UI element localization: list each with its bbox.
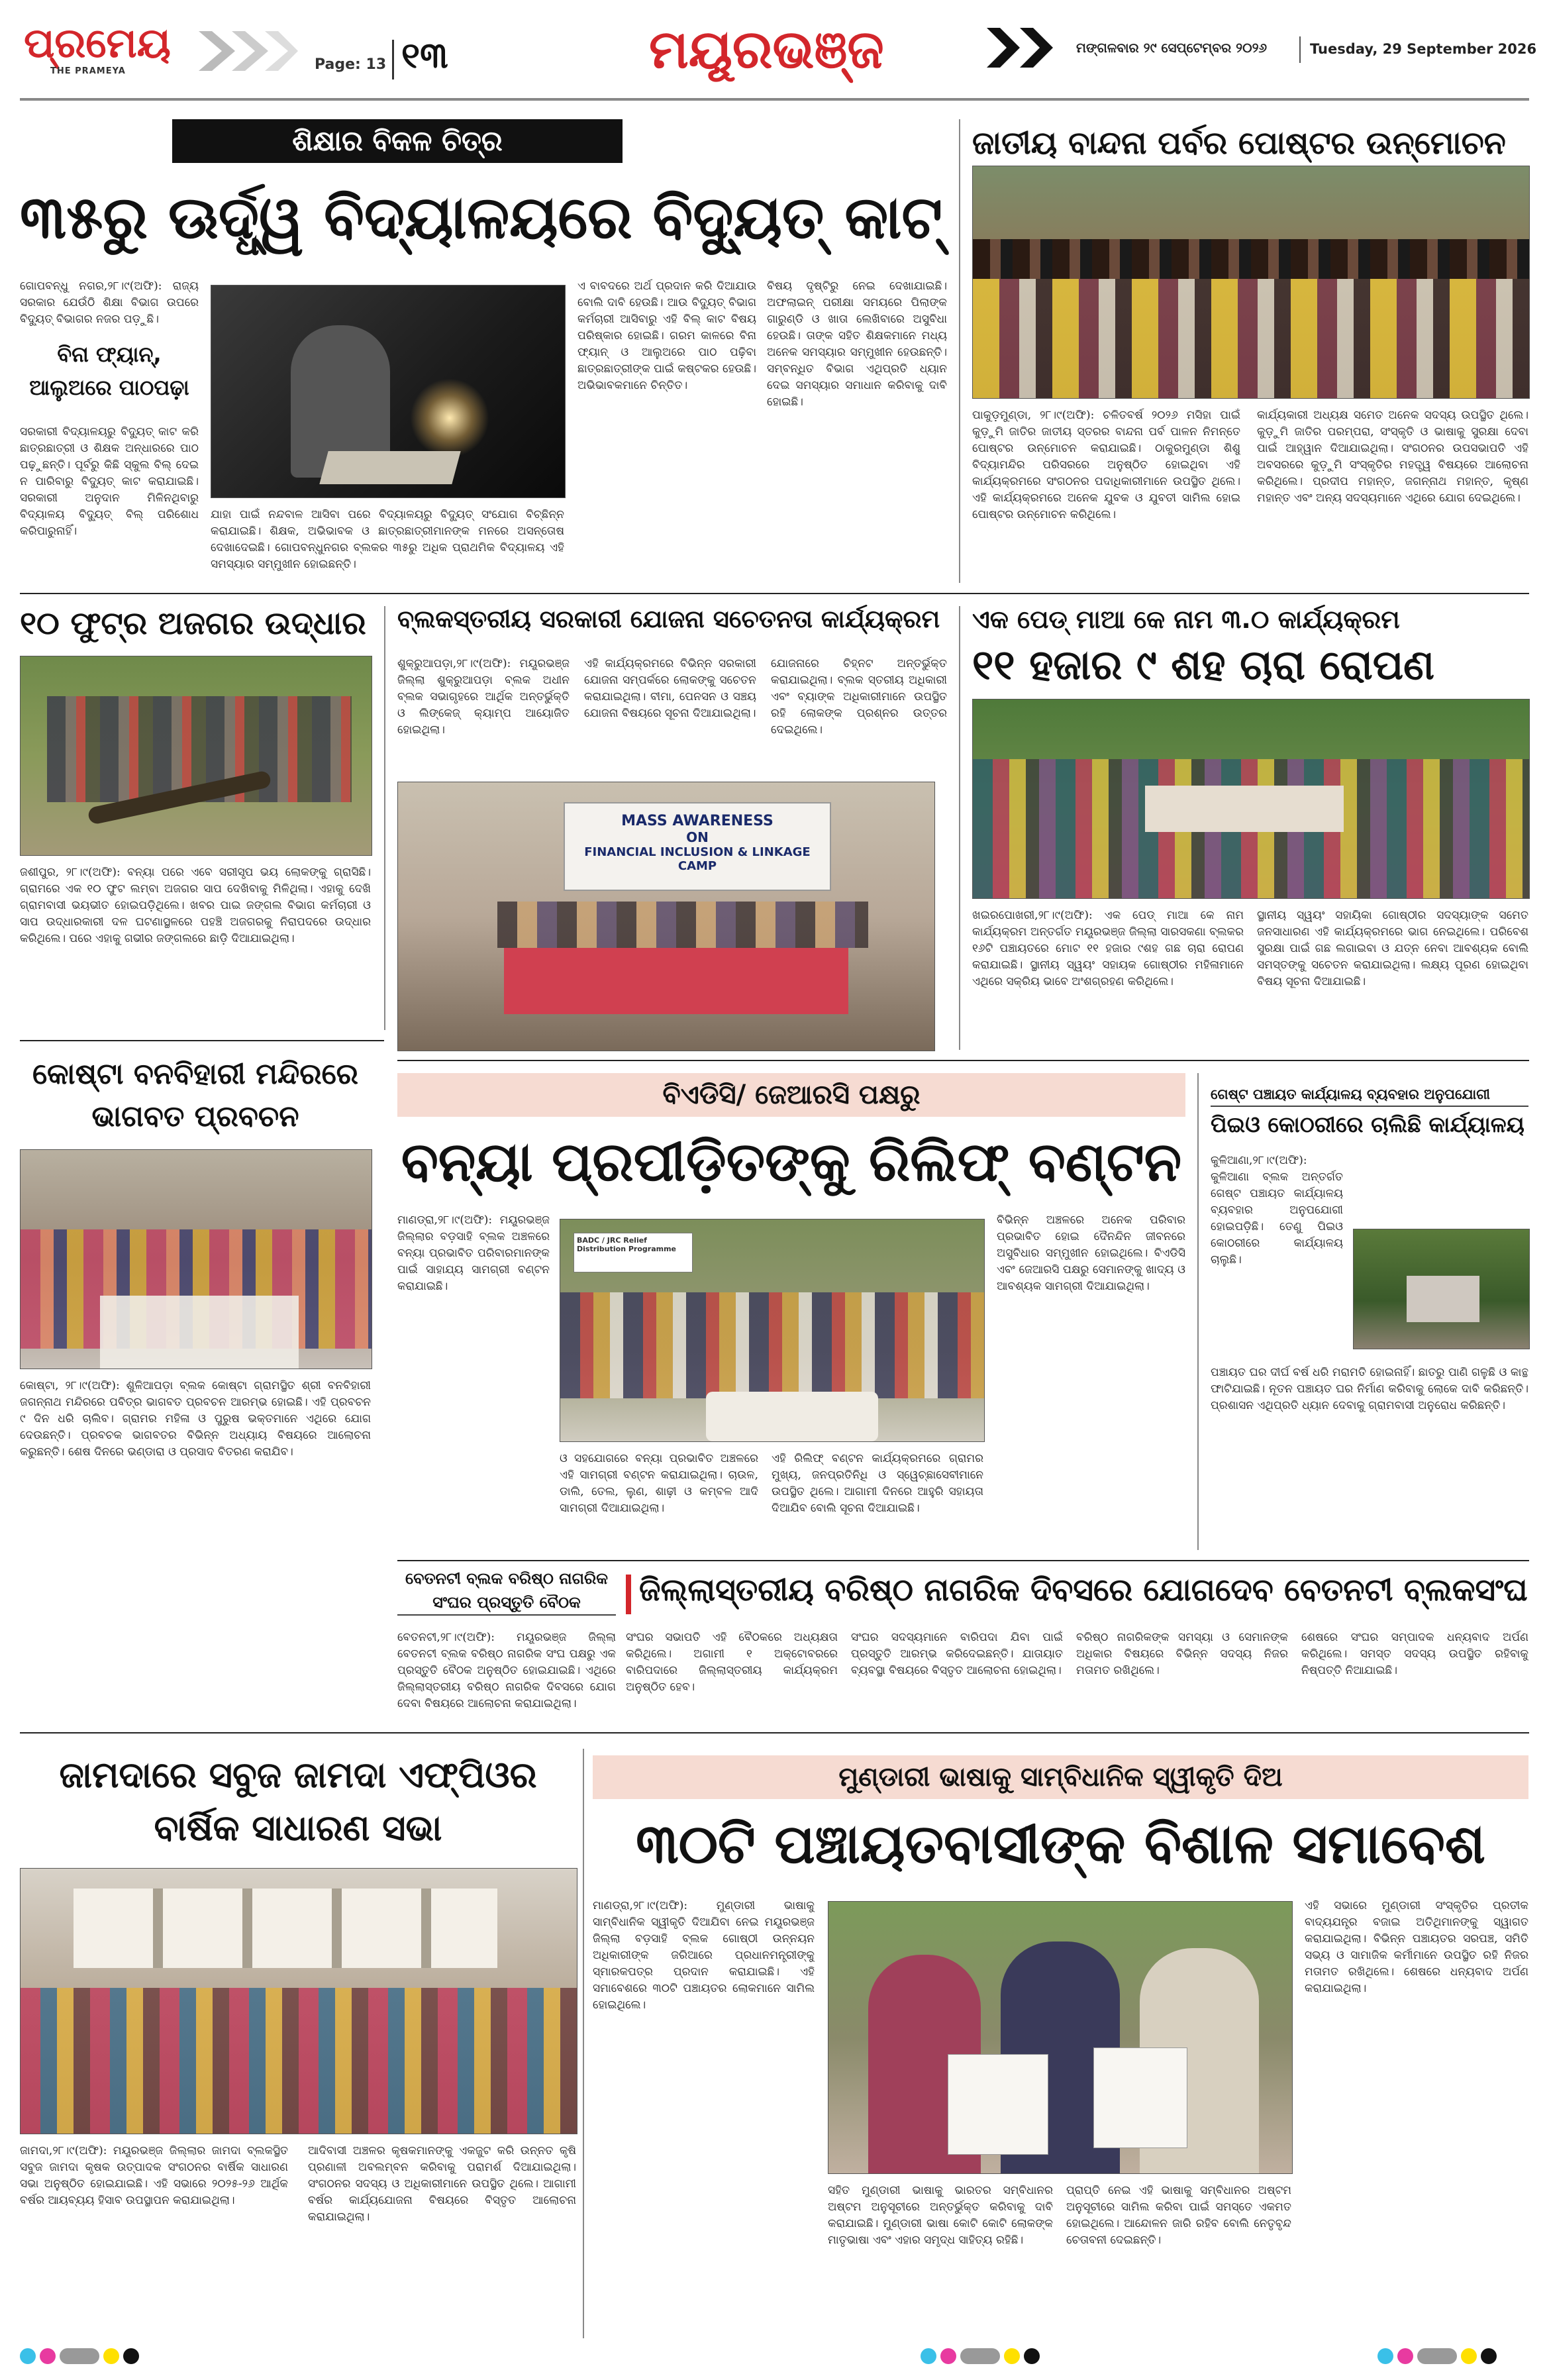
article-body: ଗୋପବନ୍ଧୁ ନଗର,୨୮।୯(ଅଫି): ରାଜ୍ୟ ସରକାର ଯେଉଁଠି ଶିକ୍ଷା ବିଭାଗ ଉପରେ ବିଦ୍ୟୁତ୍ ବିଭାଗର ନଜର ପଡ଼ୁଛି।: [20, 280, 199, 326]
mundari-memorandum-photo: [828, 1901, 1293, 2174]
article-panchayat-office: [1211, 1086, 1528, 1550]
article-body: ଏହି କାର୍ଯ୍ୟକ୍ରମରେ ବିଭିନ୍ନ ସରକାରୀ ଯୋଜନା ସମ୍ପର୍କରେ ଲୋକଙ୍କୁ ସଚେତନ କରାଯାଇଥିଲା। ବୀମା, ପେନସନ ଓ ସଞ୍ଚୟ ଯୋଜନା ବିଷୟରେ ସୂଚନା ଦିଆଯାଇଥିଲା।: [584, 657, 756, 720]
brand-logo: [24, 20, 183, 79]
article-body: ଶେଷରେ ସଂଘର ସମ୍ପାଦକ ଧନ୍ୟବାଦ ଅର୍ପଣ କରିଥିଲେ। ସମସ୍ତ ସଦସ୍ୟ ଉପସ୍ଥିତ ରହିବାକୁ ନିଷ୍ପତ୍ତି ନିଆଯାଇଛି।: [1301, 1631, 1528, 1677]
article-headline: ଜିଲ୍ଲାସ୍ତରୀୟ ବରିଷ୍ଠ ନାଗରିକ ଦିବସରେ ଯୋଗଦେବ ବେତନଟୀ ବ୍ଲକସଂଘ: [639, 1572, 1528, 1608]
building-wall: [1407, 1276, 1479, 1322]
article-body: ଓ ସହଯୋଗରେ ବନ୍ୟା ପ୍ରଭାବିତ ଅଞ୍ଚଳରେ ଏହି ସାମଗ୍ରୀ ବଣ୍ଟନ କରାଯାଇଥିଲା। ଚାଉଳ, ଡାଲି, ତେଲ, ଲୁଣ, ଶାଢ଼ୀ ଓ କମ୍ବଳ ଆଦି ସାମଗ୍ରୀ ଦିଆଯାଇଥିଲା।: [560, 1452, 758, 1515]
accent-marker: [626, 1575, 631, 1614]
column-rule: [583, 1749, 584, 2338]
relief-distribution-photo: [560, 1219, 985, 1442]
print-color-marks: [921, 2348, 1044, 2367]
article-body: ସଂଘର ସଦସ୍ୟମାନେ ବାରିପଦା ଯିବା ପାଇଁ ପ୍ରସ୍ତୁତି ଆରମ୍ଭ କରିଦେଇଛନ୍ତି। ଯାତାୟାତ ବ୍ୟବସ୍ଥା ବିଷୟରେ ବିସ୍ତୃତ ଆଲୋଚନା ହୋଇଥିଲା।: [851, 1631, 1063, 1677]
banner-line: FINANCIAL INCLUSION & LINKAGE CAMP: [584, 845, 811, 873]
article-body: ଏ ବାବଦରେ ଅର୍ଥ ପ୍ରଦାନ କରି ଦିଆଯାଉ ବୋଲି ଦାବି ହେଉଛି। ଆଉ ବିଦ୍ୟୁତ୍ ବିଭାଗ କର୍ମଚାରୀ ଆସିବାରୁ ଏହି ବିଲ୍ କାଟ ବିଷୟ ପରିଷ୍କାର ହୋଇଛି। ଗରମ କାଳରେ ବିନା ଫ୍ୟାନ୍ ଓ ଆଲୁଅରେ ପାଠ ପଢ଼ିବା ଛାତ୍ରଛାତ୍ରୀଙ୍କ ପାଇଁ କଷ୍ଟକର ହେଉଛି। ଅଭିଭାବକମାନେ ଚିନ୍ତିତ।: [577, 280, 756, 392]
article-flood-relief: [397, 1073, 1185, 1550]
article-electricity-cut: [20, 119, 947, 583]
article-body: ଜାମଦା,୨୮।୯(ଅଫି): ମୟୂରଭଞ୍ଜ ଜିଲ୍ଲାର ଜାମଦା ବ୍ଲକସ୍ଥିତ ସବୁଜ ଜାମଦା କୃଷକ ଉତ୍ପାଦକ ସଂଗଠନର ବାର୍ଷିକ ସାଧାରଣ ସଭା ଅନୁଷ୍ଠିତ ହୋଇଯାଇଛି। ଏହି ସଭାରେ ୨୦୨୫-୨୬ ଆର୍ଥିକ ବର୍ଷର ଆୟବ୍ୟୟ ହିସାବ ଉପସ୍ଥାପନ କରାଯାଇଥିଲା।: [20, 2144, 288, 2207]
article-body: କୁଳିଆଣା,୨୮।୯(ଅଫି): କୁଳିଆଣା ବ୍ଲକ ଅନ୍ତର୍ଗତ ଗେଷ୍ଟ ପଞ୍ଚାୟତ କାର୍ଯ୍ୟାଳୟ ବ୍ୟବହାର ଅନୁପଯୋଗୀ ହୋଇପଡ଼ିଛି। ତେଣୁ ପିଇଓ କୋଠରୀରେ କାର୍ଯ୍ୟାଳୟ ଚାଲୁଛି।: [1211, 1154, 1343, 1267]
row-rule: [20, 593, 1529, 594]
article-headline: କୋଷ୍ଟା ବନବିହାରୀ ମନ୍ଦିରରେ ଭାଗବତ ପ୍ରବଚନ: [32, 1057, 359, 1133]
chevron-arrows-icon: [199, 28, 298, 74]
date-odia: ମଙ୍ଗଳବାର ୨୯ ସେପ୍ଟେମ୍ବର ୨୦୨୬: [1076, 40, 1268, 56]
article-senior-citizens: [397, 1567, 1528, 1726]
article-body: ଏହି ରିଲିଫ୍ ବଣ୍ଟନ କାର୍ଯ୍ୟକ୍ରମରେ ଗ୍ରାମର ମୁଖ୍ୟ, ଜନପ୍ରତିନିଧି ଓ ସ୍ୱେଚ୍ଛାସେବୀମାନେ ଉପସ୍ଥିତ ଥିଲେ। ଆଗାମୀ ଦିନରେ ଆହୁରି ସହାୟତା ଦିଆଯିବ ବୋଲି ସୂଚନା ଦିଆଯାଇଛି।: [772, 1452, 983, 1515]
row-rule: [397, 1560, 1529, 1561]
brand-name: ପ୍ରମେୟ: [24, 19, 171, 67]
date-divider: [1299, 36, 1301, 63]
article-python-rescue: [20, 606, 371, 1030]
article-body: କୋଷ୍ଟା, ୨୮।୯(ଅଫି): ଶୁଳିଆପଡ଼ା ବ୍ଲକ କୋଷ୍ଟା ଗ୍ରାମସ୍ଥିତ ଶ୍ରୀ ବନବିହାରୀ ଜଗନ୍ନାଥ ମନ୍ଦିରରେ ପବିତ୍ର ଭାଗବତ ପ୍ରବଚନ ଆରମ୍ଭ ହୋଇଛି। ଏହି ପ୍ରବଚନ ୯ ଦିନ ଧରି ଚାଲିବ। ଗ୍ରାମର ମହିଳା ଓ ପୁରୁଷ ଭକ୍ତମାନେ ଏଥିରେ ଯୋଗ ଦେଉଛନ୍ତି। ପ୍ରବଚକ ଭାଗବତର ବିଭିନ୍ନ ଅଧ୍ୟାୟ ବିଷୟରେ ଆଲୋଚନା କରୁଛନ୍ତି। ଶେଷ ଦିନରେ ଭଣ୍ଡାରା ଓ ପ୍ରସାଦ ବିତରଣ କରାଯିବ।: [20, 1379, 371, 1459]
floor-cloth: [100, 1296, 299, 1369]
poster-group-photo: [972, 166, 1530, 399]
python-rescue-photo: [20, 656, 372, 856]
column-rule: [1197, 1073, 1199, 1550]
masthead-rule: [20, 98, 1529, 101]
row-rule: [20, 1040, 384, 1041]
article-mundari-language: [593, 1755, 1528, 2338]
fpo-meeting-photo: [20, 1868, 577, 2134]
brand-sub: THE PRAMEYA: [50, 66, 126, 76]
article-body: ପାକୁଡ଼ମୁଣ୍ଡା, ୨୮।୯(ଅଫି): ଚଳିତବର୍ଷ ୨୦୨୬ ମସିହା ପାଇଁ କୁଡ଼ୁମି ଜାତିର ଜାତୀୟ ସ୍ତରର ବାନ୍ଦନା ପର୍ବ ପାଳନ ନିମନ୍ତେ ପୋଷ୍ଟର ଉନ୍ମୋଚନ କରାଯାଇଛି। ଠାକୁରମୁଣ୍ଡା ଶିଶୁ ବିଦ୍ୟାମନ୍ଦିର ପରିସରରେ ଅନୁଷ୍ଠିତ ହୋଇଥିବା ଏହି କାର୍ଯ୍ୟକ୍ରମରେ ସଂଗଠନର ପଦାଧିକାରୀମାନେ ଉପସ୍ଥିତ ଥିଲେ। ଏହି କାର୍ଯ୍ୟକ୍ରମରେ ଅନେକ ଯୁବକ ଓ ଯୁବତୀ ସାମିଲ ହୋଇ ପୋଷ୍ଟର ଉନ୍ମୋଚନ କରିଥିଲେ।: [972, 409, 1240, 521]
banner-cloth: [1145, 786, 1344, 832]
article-body: ଯାହା ପାଇଁ ନନ୍ଦବାଳ ଆସିବା ପରେ ବିଦ୍ୟାଳୟରୁ ବିଦ୍ୟୁତ୍ ସଂଯୋଗ ବିଚ୍ଛିନ୍ନ କରାଯାଇଛି। ଶିକ୍ଷକ, ଅଭିଭାବକ ଓ ଛାତ୍ରଛାତ୍ରୀମାନଙ୍କ ମନରେ ଅସନ୍ତୋଷ ଦେଖାଦେଇଛି। ଗୋପବନ୍ଧୁନଗର ବ୍ଲକର ୩୫ରୁ ଅଧିକ ପ୍ରାଥମିକ ବିଦ୍ୟାଳୟ ଏହି ସମସ୍ୟାର ସମ୍ମୁଖୀନ ହୋଇଛନ୍ତି।: [211, 508, 564, 571]
article-headline: ବ୍ଲକସ୍ତରୀୟ ସରକାରୀ ଯୋଜନା ସଚେତନତା କାର୍ଯ୍ୟକ୍ରମ: [397, 605, 940, 633]
plantation-group-photo: [972, 699, 1530, 899]
table-cloth: [504, 948, 848, 1014]
article-kicker: ଶିକ୍ଷାର ବିକଳ ଚିତ୍ର: [172, 119, 623, 163]
article-body: ସ୍ଥାନୀୟ ସ୍ୱୟଂ ସହାୟିକା ଗୋଷ୍ଠୀର ସଦସ୍ୟାଙ୍କ ସମେତ ଜନସାଧାରଣ ଏହି କାର୍ଯ୍ୟକ୍ରମରେ ଭାଗ ନେଇଥିଲେ। ପରିବେଶ ସୁରକ୍ଷା ପାଇଁ ଗଛ ଲଗାଇବା ଓ ଯତ୍ନ ନେବା ଆବଶ୍ୟକ ବୋଲି ସମସ୍ତଙ୍କୁ ସଚେତନ କରାଯାଇଥିଲା। ଲକ୍ଷ୍ୟ ପୂରଣ ହୋଇଥିବା ବିଷୟ ସୂଚନା ଦିଆଯାଇଛି।: [1257, 909, 1528, 988]
article-headline: ୩୫ରୁ ଊର୍ଦ୍ଧ୍ୱ ବିଦ୍ୟାଳୟରେ ବିଦ୍ୟୁତ୍ କାଟ୍: [20, 183, 943, 252]
column-rule: [959, 606, 960, 1050]
print-color-marks: [1377, 2348, 1501, 2367]
article-bhagabat: [20, 1053, 371, 1709]
article-body: ଆଦିବାସୀ ଅଞ୍ଚଳର କୃଷକମାନଙ୍କୁ ଏକଜୁଟ କରି ଉନ୍ନତ କୃଷି ପ୍ରଣାଳୀ ଅବଲମ୍ବନ କରିବାକୁ ପରାମର୍ଶ ଦିଆଯାଇଥିଲା। ସଂଗଠନର ସଦସ୍ୟ ଓ ଅଧିକାରୀମାନେ ଉପସ୍ଥିତ ଥିଲେ। ଆଗାମୀ ବର୍ଷର କାର୍ଯ୍ୟଯୋଜନା ବିଷୟରେ ବିସ୍ତୃତ ଆଲୋଚନା କରାଯାଇଥିଲା।: [308, 2144, 576, 2224]
article-kicker: ଏକ ପେଡ୍ ମାଆ କେ ନାମ ୩.୦ କାର୍ଯ୍ୟକ୍ରମ: [972, 605, 1400, 634]
photo-sign-banner: BADC / JRC Relief Distribution Programme: [574, 1233, 693, 1272]
camp-banner: [564, 802, 831, 891]
article-body: ସରକାରୀ ବିଦ୍ୟାଳୟରୁ ବିଦ୍ୟୁତ୍ କାଟ କରି ଛାତ୍ରଛାତ୍ରୀ ଓ ଶିକ୍ଷକ ଅନ୍ଧାରରେ ପାଠ ପଢ଼ୁଛନ୍ତି। ପୂର୍ବରୁ କିଛି ସ୍କୁଲ ବିଲ୍ ଦେଇ ନ ପାରିବାରୁ ବିଦ୍ୟୁତ୍ କାଟ କରାଯାଇଛି। ସରକାରୀ ଅନୁଦାନ ମିଳିନଥିବାରୁ ବିଦ୍ୟାଳୟ ବିଦ୍ୟୁତ୍ ବିଲ୍ ପରିଶୋଧ କରିପାରୁନାହିଁ।: [20, 425, 199, 538]
column-rule: [384, 606, 385, 1030]
article-body: ବେତନଟୀ,୨୮।୯(ଅଫି): ମୟୂରଭଞ୍ଜ ଜିଲ୍ଲା ବେତନଟୀ ବ୍ଲକ ବରିଷ୍ଠ ନାଗରିକ ସଂଘ ପକ୍ଷରୁ ଏକ ପ୍ରସ୍ତୁତି ବୈଠକ ଅନୁଷ୍ଠିତ ହୋଇଯାଇଛି। ଏଥିରେ ଜିଲ୍ଲାସ୍ତରୀୟ ବରିଷ୍ଠ ନାଗରିକ ଦିବସରେ ଯୋଗ ଦେବା ବିଷୟରେ ଆଲୋଚନା କରାଯାଇଥିଲା।: [397, 1631, 616, 1710]
page-label: Page: 13: [315, 56, 387, 73]
article-body: ଶୁକ୍ରୁଆପଡ଼ା,୨୮।୯(ଅଫି): ମୟୂରଭଞ୍ଜ ଜିଲ୍ଲା ଶୁକ୍ରୁଆପଡ଼ା ବ୍ଲକ ଅଧୀନ ବ୍ଲକ ସଭାଗୃହରେ ଆର୍ଥିକ ଅନ୍ତର୍ଭୁକ୍ତି ଓ ଲିଙ୍କେଜ୍ କ୍ୟାମ୍ପ ଆୟୋଜିତ ହୋଇଥିଲା।: [397, 657, 570, 737]
relief-sacks: [706, 1392, 878, 1441]
row-rule: [397, 1060, 1529, 1061]
article-body: ସଂଘର ସଭାପତି ଏହି ବୈଠକରେ ଅଧ୍ୟକ୍ଷତା କରିଥିଲେ। ଅଗାମୀ ୧ ଅକ୍ଟୋବରରେ ବାରିପଦାରେ ଜିଲ୍ଲାସ୍ତରୀୟ କାର୍ଯ୍ୟକ୍ରମ ଅନୁଷ୍ଠିତ ହେବ।: [626, 1631, 838, 1694]
article-awareness-program: [397, 606, 947, 1050]
article-headline: ପିଇଓ କୋଠରୀରେ ଚାଲିଛି କାର୍ଯ୍ୟାଳୟ: [1211, 1112, 1524, 1137]
article-body: କାର୍ଯ୍ୟକାରୀ ଅଧ୍ୟକ୍ଷ ସମେତ ଅନେକ ସଦସ୍ୟ ଉପସ୍ଥିତ ଥିଲେ। କୁଡ଼ୁମି ଜାତିର ପରମ୍ପରା, ସଂସ୍କୃତି ଓ ଭାଷାକୁ ସୁରକ୍ଷା ଦେବା ପାଇଁ ଆହ୍ୱାନ ଦିଆଯାଇଥିଲା। ସଂଗଠନର ଉପସଭାପତି ଏହି ଅବସରରେ କୁଡ଼ୁମି ସଂସ୍କୃତିର ମହତ୍ତ୍ୱ ବିଷୟରେ ଆଲୋଚନା କରିଥିଲେ। ପ୍ରଦୀପ ମହାନ୍ତ, ଜଗନ୍ନାଥ ମହାନ୍ତ, କୃଷ୍ଣ ମହାନ୍ତ ଏବଂ ଅନ୍ୟ ସଦସ୍ୟମାନେ ଏଥିରେ ଯୋଗ ଦେଇଥିଲେ।: [1257, 409, 1528, 505]
article-body: ମାଣଡ୍ରା,୨୮।୯(ଅଫି): ମୟୂରଭଞ୍ଜ ଜିଲ୍ଲାର ବଡ଼ସାହି ବ୍ଲକ ଅଞ୍ଚଳରେ ବନ୍ୟା ପ୍ରଭାବିତ ପରିବାରମାନଙ୍କ ପାଇଁ ସାହାଯ୍ୟ ସାମଗ୍ରୀ ବଣ୍ଟନ କରାଯାଇଛି।: [397, 1214, 550, 1293]
page-divider: [392, 40, 394, 79]
article-plantation: [972, 606, 1528, 1050]
article-body: ଖଇରପୋଖରୀ,୨୮।୯(ଅଫି): ଏକ ପେଡ୍ ମାଆ କେ ନାମ କାର୍ଯ୍ୟକ୍ରମ ଅନ୍ତର୍ଗତ ମୟୂରଭଞ୍ଜ ଜିଲ୍ଲା ସାରସକଣା ବ୍ଲକର ୧୬ଟି ପଞ୍ଚାୟତରେ ମୋଟ ୧୧ ହଜାର ୯ଶହ ଗଛ ଚାରା ରୋପଣ କରାଯାଇଛି। ସ୍ଥାନୀୟ ସ୍ୱୟଂ ସହାୟକ ଗୋଷ୍ଠୀର ମହିଳାମାନେ ଏଥିରେ ସକ୍ରିୟ ଭାବେ ଅଂଶଗ୍ରହଣ କରିଥିଲେ।: [972, 909, 1244, 988]
bhagabat-gathering-photo: [20, 1149, 372, 1369]
article-kicker: ଗେଷ୍ଟ ପଞ୍ଚାୟତ କାର୍ଯ୍ୟାଳୟ ବ୍ୟବହାର ଅନୁପଯୋଗୀ: [1211, 1086, 1528, 1107]
article-body: ଏହି ସଭାରେ ମୁଣ୍ଡାରୀ ସଂସ୍କୃତିର ପ୍ରତୀକ ବାଦ୍ୟଯନ୍ତ୍ର ବଜାଇ ଅତିଥିମାନଙ୍କୁ ସ୍ୱାଗତ କରାଯାଇଥିଲା। ବିଭିନ୍ନ ପଞ୍ଚାୟତର ସରପଞ୍ଚ, ସମିତି ସଭ୍ୟ ଓ ସାମାଜିକ କର୍ମୀମାନେ ଉପସ୍ଥିତ ରହି ନିଜର ମତାମତ ରଖିଥିଲେ। ଶେଷରେ ଧନ୍ୟବାଦ ଅର୍ପଣ କରାଯାଇଥିଲା।: [1305, 1899, 1528, 1995]
article-body: ପ୍ରାପ୍ତି ନେଇ ଏହି ଭାଷାକୁ ସମ୍ବିଧାନର ଅଷ୍ଟମ ଅନୁସୂଚୀରେ ସାମିଲ କରିବା ପାଇଁ ସମସ୍ତେ ଏକମତ ହୋଇଥିଲେ। ଆନ୍ଦୋଳନ ଜାରି ରହିବ ବୋଲି ନେତୃବୃନ୍ଦ ଚେତାବନୀ ଦେଇଛନ୍ତି।: [1066, 2184, 1291, 2247]
masthead: [0, 0, 1549, 99]
banner-line: ON: [686, 829, 709, 845]
side-title-box: [20, 338, 199, 411]
memorandum-paper: [948, 2054, 1048, 2155]
side-title: ବିନା ଫ୍ୟାନ୍, ଆଲୁଅରେ ପାଠପଢ଼ା: [29, 342, 189, 400]
article-body: ବରିଷ୍ଠ ନାଗରିକଙ୍କ ସମସ୍ୟା ଓ ସେମାନଙ୍କ ଅଧିକାର ବିଷୟରେ ବିଭିନ୍ନ ସଦସ୍ୟ ନିଜର ମତାମତ ରଖିଥିଲେ।: [1076, 1631, 1288, 1677]
article-headline: ଜାତୀୟ ବାନ୍ଦନା ପର୍ବର ପୋଷ୍ଟର ଉନ୍ମୋଚନ: [972, 125, 1506, 162]
article-kicker: ବିଏଡିସି/ ଜେଆରସି ପକ୍ଷରୁ: [397, 1073, 1185, 1117]
article-body: ବିଷୟ ଦୃଷ୍ଟିରୁ ନେଇ ଦେଖାଯାଇଛି। ଅଫଲାଇନ୍ ପରୀକ୍ଷା ସମୟରେ ପିଲାଙ୍କ ଗାରୁଣ୍ଡି ଓ ଖାତା ଲେଖିବାରେ ଅସୁବିଧା ହେଉଛି। ତାଙ୍କ ସହିତ ଶିକ୍ଷକମାନେ ମଧ୍ୟ ଅନେକ ସମସ୍ୟାର ସମ୍ମୁଖୀନ ହେଉଛନ୍ତି। ସମ୍ବନ୍ଧିତ ବିଭାଗ ଏଥିପ୍ରତି ଧ୍ୟାନ ଦେଇ ସମସ୍ୟାର ସମାଧାନ କରିବାକୁ ଦାବି ହୋଇଛି।: [767, 280, 947, 409]
column-rule: [959, 119, 960, 583]
article-body: ବିଭିନ୍ନ ଅଞ୍ଚଳରେ ଅନେକ ପରିବାର ପ୍ରଭାବିତ ହୋଇ ଦୈନନ୍ଦିନ ଜୀବନରେ ଅସୁବିଧାର ସମ୍ମୁଖୀନ ହୋଇଥିଲେ। ବିଏଡିସି ଏବଂ ଜେଆରସି ପକ୍ଷରୁ ସେମାନଙ୍କୁ ଖାଦ୍ୟ ଓ ଆବଶ୍ୟକ ସାମଗ୍ରୀ ଦିଆଯାଇଥିଲା।: [997, 1214, 1185, 1293]
article-headline: ୧୧ ହଜାର ୯ ଶହ ଚାରା ରୋପଣ: [972, 641, 1435, 689]
article-headline: ୧୦ ଫୁଟ୍‌ର ଅଜଗର ଉଦ୍ଧାର: [20, 605, 366, 642]
banner-line: MASS AWARENESS: [621, 813, 774, 829]
article-body: ପଞ୍ଚାୟତ ଘର ଦୀର୍ଘ ବର୍ଷ ଧରି ମରାମତି ହୋଇନାହିଁ। ଛାତରୁ ପାଣି ଗଳୁଛି ଓ କାନ୍ଥ ଫାଟିଯାଇଛି। ନୂତନ ପଞ୍ଚାୟତ ଘର ନିର୍ମାଣ କରିବାକୁ ଲୋକେ ଦାବି କରିଛନ୍ତି। ପ୍ରଶାସନ ଏଥିପ୍ରତି ଧ୍ୟାନ ଦେବାକୁ ଗ୍ରାମବାସୀ ଅନୁରୋଧ କରିଛନ୍ତି।: [1211, 1366, 1528, 1412]
article-headline: ଜାମଦାରେ ସବୁଜ ଜାମଦା ଏଫ୍‌ପିଓର ବାର୍ଷିକ ସାଧାରଣ ସଭା: [59, 1754, 537, 1849]
memorandum-paper: [1093, 2047, 1187, 2148]
print-color-marks: [20, 2348, 143, 2367]
section-title: ମୟୂରଭଞ୍ଜ: [649, 19, 884, 80]
article-headline: ୩୦ଟି ପଞ୍ଚାୟତବାସୀଙ୍କ ବିଶାଳ ସମାବେଶ: [636, 1813, 1485, 1876]
article-kicker: ମୁଣ୍ଡାରୀ ଭାଷାକୁ ସାମ୍ବିଧାନିକ ସ୍ୱୀକୃତି ଦିଅ: [593, 1755, 1528, 1799]
book: [319, 451, 460, 484]
row-rule: [20, 1732, 1529, 1733]
article-body: ସହିତ ମୁଣ୍ଡାରୀ ଭାଷାକୁ ଭାରତର ସମ୍ବିଧାନର ଅଷ୍ଟମ ଅନୁସୂଚୀରେ ଅନ୍ତର୍ଭୁକ୍ତ କରିବାକୁ ଦାବି କରାଯାଇଛି। ମୁଣ୍ଡାରୀ ଭାଷା କୋଟି କୋଟି ଲୋକଙ୍କ ମାତୃଭାଷା ଏବଂ ଏହାର ସମୃଦ୍ଧ ସାହିତ୍ୟ ରହିଛି।: [828, 2184, 1053, 2247]
student-studying-photo: [211, 285, 566, 498]
posters-wall: [74, 1888, 497, 1968]
article-fpo-meeting: [20, 1749, 576, 2338]
article-body: ମାଣଡ୍ରା,୨୮।୯(ଅଫି): ମୁଣ୍ଡାରୀ ଭାଷାକୁ ସାମ୍ବିଧାନିକ ସ୍ୱୀକୃତି ଦିଆଯିବା ନେଇ ମୟୂରଭଞ୍ଜ ଜିଲ୍ଲା ବଡ଼ସାହି ବ୍ଲକ ଗୋଷ୍ଠୀ ଉନ୍ନୟନ ଅଧିକାରୀଙ୍କ ଜରିଆରେ ପ୍ରଧାନମନ୍ତ୍ରୀଙ୍କୁ ସ୍ମାରକପତ୍ର ପ୍ରଦାନ କରାଯାଇଛି। ଏହି ସମାବେଶରେ ୩୦ଟି ପଞ୍ଚାୟତର ଲୋକମାନେ ସାମିଲ ହୋଇଥିଲେ।: [593, 1899, 815, 2012]
lamp-glow: [410, 378, 489, 458]
date-english: Tuesday, 29 September 2026: [1310, 41, 1537, 57]
side-title: ବେତନଟୀ ବ୍ଲକ ବରିଷ୍ଠ ନାଗରିକ ସଂଘର ପ୍ରସ୍ତୁତି ବୈଠକ: [397, 1567, 616, 1616]
awareness-camp-photo: [397, 782, 935, 1051]
article-body: ଯୋଜନାରେ ଚିହ୍ନଟ ଅନ୍ତର୍ଭୁକ୍ତ କରାଯାଇଥିଲା। ବ୍ଲକ ସ୍ତରୀୟ ଅଧିକାରୀ ଏବଂ ବ୍ୟାଙ୍କ ଅଧିକାରୀମାନେ ଉପସ୍ଥିତ ରହି ଲୋକଙ୍କ ପ୍ରଶ୍ନର ଉତ୍ତର ଦେଇଥିଲେ।: [771, 657, 947, 737]
article-headline: ବନ୍ୟା ପ୍ରପୀଡ଼ିତଙ୍କୁ ରିଲିଫ୍ ବଣ୍ଟନ: [401, 1131, 1182, 1194]
page-number: ୧୩: [401, 34, 448, 76]
panchayat-building-photo: [1353, 1229, 1530, 1349]
article-poster-release: [972, 119, 1528, 583]
article-body: ଜଶୀପୁର, ୨୮।୯(ଅଫି): ବନ୍ୟା ପରେ ଏବେ ସରୀସୃପ ଭୟ ଲୋକଙ୍କୁ ଗ୍ରାସିଛି। ଗ୍ରାମରେ ଏକ ୧୦ ଫୁଟ ଲମ୍ବା ଅଜଗର ସାପ ଦେଖିବାକୁ ମିଳିଥିଲା। ଏହାକୁ ଦେଖି ଗ୍ରାମବାସୀ ଭୟଭୀତ ହୋଇପଡ଼ିଥିଲେ। ଖବର ପାଇ ଜଙ୍ଗଲ ବିଭାଗ କର୍ମଚାରୀ ଓ ସାପ ଉଦ୍ଧାରକାରୀ ଦଳ ଘଟଣାସ୍ଥଳରେ ପହଞ୍ଚି ଅଜଗରକୁ ନିରାପଦରେ ଉଦ୍ଧାର କରିଥିଲେ। ପରେ ଏହାକୁ ଗଭୀର ଜଙ୍ଗଲରେ ଛାଡ଼ି ଦିଆଯାଇଥିଲା।: [20, 866, 371, 945]
chevron-black-icon: [987, 28, 1066, 68]
